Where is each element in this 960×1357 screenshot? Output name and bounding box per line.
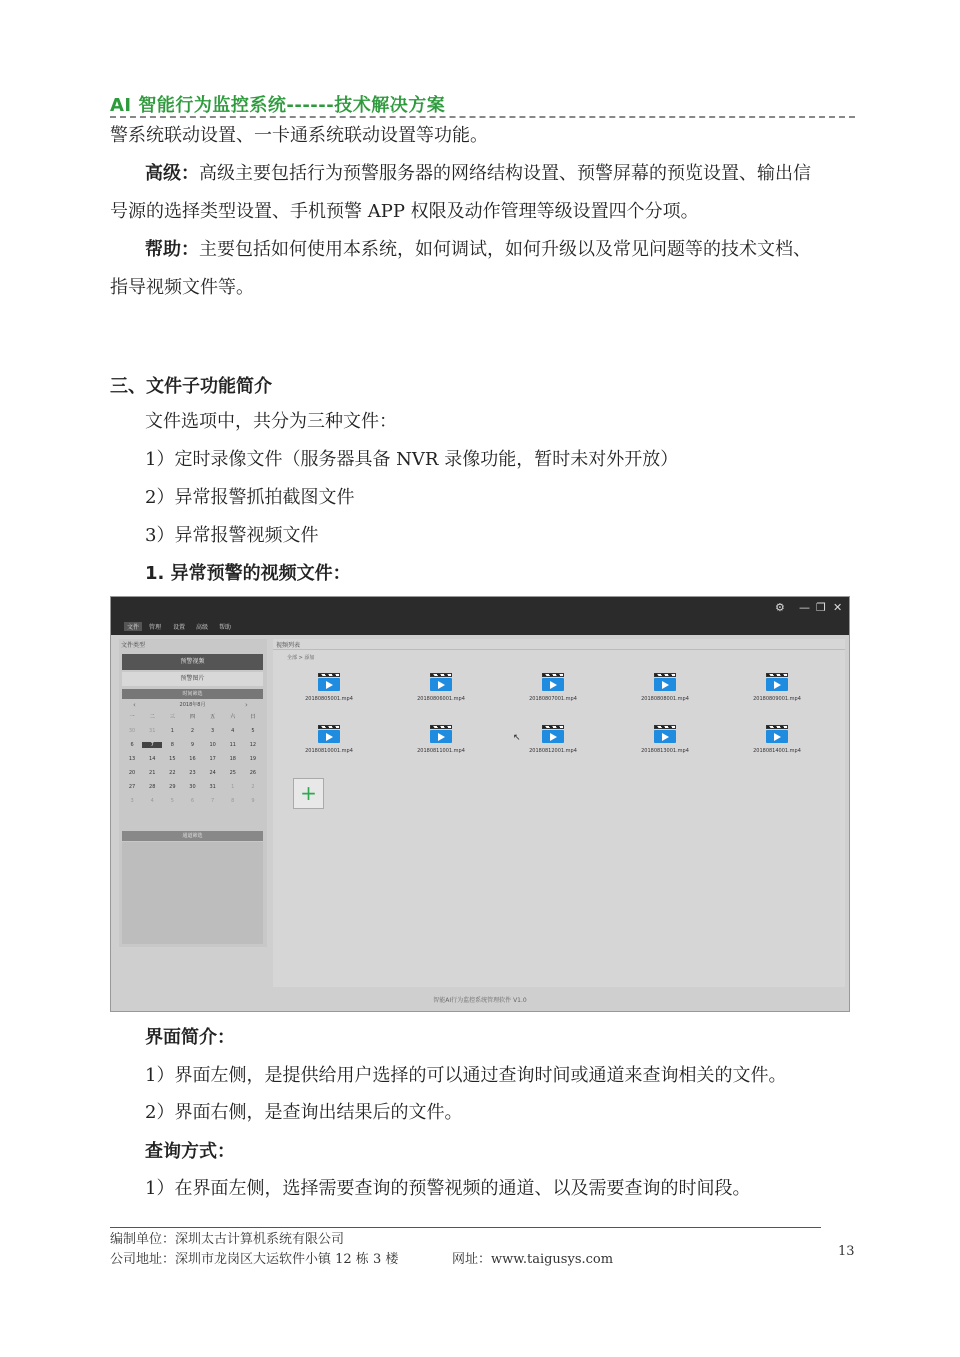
query-item-1: 1）在界面左侧，选择需要查询的预警视频的通道、以及需要查询的时间段。 [145, 1178, 751, 1199]
video-file-icon [654, 673, 676, 690]
weekday: 三 [169, 714, 175, 720]
video-file[interactable] [273, 673, 385, 715]
calendar-day[interactable]: 2 [251, 784, 255, 790]
list-item-1: 1）定时录像文件（服务器具备 NVR 录像功能，暂时未对外开放） [145, 449, 679, 470]
calendar-day[interactable]: 8 [170, 742, 174, 748]
channel-filter-header[interactable]: 通道筛选 [122, 831, 263, 841]
file-name: 20180808001.mp4 [641, 696, 689, 702]
file-type-header: 文件类型 [121, 642, 146, 649]
video-file[interactable] [385, 725, 497, 767]
calendar-day[interactable]: 14 [149, 756, 156, 762]
status-bar: 智能AI行为监控系统管理软件 V1.0 [433, 997, 527, 1004]
paragraph-advanced [145, 162, 811, 186]
weekday: 四 [189, 714, 195, 720]
video-file[interactable] [497, 725, 609, 767]
calendar-day[interactable]: 6 [130, 742, 134, 748]
calendar-day[interactable]: 30 [189, 784, 196, 790]
calendar-day[interactable]: 27 [128, 784, 136, 790]
weekday: 日 [250, 714, 256, 720]
calendar-day[interactable]: 19 [249, 756, 257, 762]
time-filter-header: 时间筛选 [122, 689, 263, 699]
paragraph-help [145, 238, 811, 262]
query-heading: 查询方式： [145, 1141, 235, 1162]
video-file-icon [318, 725, 340, 742]
file-name: 20180812001.mp4 [529, 748, 577, 754]
channel-list [122, 842, 263, 944]
ui-intro-item-1: 1）界面左侧，是提供给用户选择的可以通过查询时间或通道来查询相关的文件。 [145, 1065, 787, 1086]
calendar-day[interactable]: 22 [169, 770, 176, 776]
ui-intro-heading: 界面简介： [145, 1027, 235, 1048]
calendar-day[interactable]: 21 [149, 770, 156, 776]
calendar-day[interactable]: 12 [249, 742, 257, 748]
help-label: 帮助： [145, 239, 199, 260]
calendar-month: 2018年8月 [179, 702, 206, 708]
calendar-day[interactable]: 30 [128, 728, 136, 734]
footer-website: 网址：www.taigusys.com [452, 1252, 614, 1267]
video-file-icon [766, 673, 788, 690]
right-divider [273, 649, 845, 650]
footer-address: 公司地址：深圳市龙岗区大运软件小镇 12 栋 3 楼 [110, 1252, 399, 1267]
calendar-day[interactable]: 31 [209, 784, 216, 790]
calendar-day-selected[interactable]: 7 [142, 742, 162, 748]
menu-settings[interactable]: 设置 [173, 624, 186, 631]
calendar-day[interactable]: 28 [149, 784, 156, 790]
ui-intro-item-2: 2）界面右侧，是查询出结果后的文件。 [145, 1102, 463, 1123]
video-file-icon [542, 725, 564, 742]
file-name: 20180810001.mp4 [305, 748, 353, 754]
video-file-icon [318, 673, 340, 690]
video-file[interactable] [609, 673, 721, 715]
calendar-day[interactable]: 29 [169, 784, 176, 790]
menu-advanced[interactable]: 高级 [196, 624, 209, 631]
menu-bar [111, 621, 849, 635]
calendar-day[interactable]: 17 [209, 756, 216, 762]
breadcrumb[interactable]: 全部 > 添加 [287, 655, 315, 661]
weekday: 六 [230, 714, 236, 720]
calendar-day[interactable]: 10 [209, 742, 216, 748]
calendar-day[interactable]: 2 [190, 728, 195, 734]
calendar-day[interactable]: 8 [231, 798, 235, 804]
calendar-day[interactable]: 16 [189, 756, 196, 762]
calendar-day[interactable]: 5 [251, 728, 255, 734]
calendar-day[interactable]: 9 [251, 798, 255, 804]
calendar-day[interactable]: 7 [211, 798, 215, 804]
video-file-icon [542, 673, 564, 690]
calendar-day[interactable]: 26 [249, 770, 257, 776]
weekday: 一 [129, 714, 135, 720]
calendar-day[interactable]: 13 [128, 756, 136, 762]
video-file-icon [430, 673, 452, 690]
calendar-day[interactable]: 31 [149, 728, 156, 734]
calendar-day[interactable]: 24 [209, 770, 216, 776]
restore-icon[interactable]: ❐ [816, 601, 826, 614]
video-file[interactable] [609, 725, 721, 767]
paragraph-advanced-cont: 号源的选择类型设置、手机预警 APP 权限及动作管理等级设置四个分项。 [110, 201, 699, 222]
video-file[interactable] [721, 673, 833, 715]
video-file[interactable] [721, 725, 833, 767]
window-titlebar [111, 597, 849, 621]
add-file-button[interactable]: + [293, 778, 324, 809]
menu-file[interactable]: 文件 [124, 622, 142, 631]
calendar-day[interactable]: 4 [150, 798, 154, 804]
weekday: 五 [210, 714, 216, 720]
file-intro: 文件选项中，共分为三种文件： [145, 411, 397, 432]
footer-divider [110, 1227, 821, 1228]
video-file[interactable] [273, 725, 385, 767]
file-name: 20180806001.mp4 [417, 696, 465, 702]
calendar-day[interactable]: 25 [229, 770, 236, 776]
app-screenshot [110, 596, 850, 1012]
right-panel [273, 639, 845, 987]
file-name: 20180807001.mp4 [529, 696, 577, 702]
paragraph-continuation: 警系统联动设置、一卡通系统联动设置等功能。 [110, 125, 488, 146]
video-file-icon [654, 725, 676, 742]
subsection-heading: 1. 异常预警的视频文件： [145, 563, 351, 584]
calendar-day[interactable]: 23 [189, 770, 196, 776]
calendar-grid [122, 713, 263, 804]
calendar-day[interactable]: 3 [130, 798, 134, 804]
file-name: 20180809001.mp4 [753, 696, 801, 702]
weekday: 二 [149, 714, 155, 720]
settings-icon[interactable]: ⚙ [775, 601, 785, 614]
advanced-text: 高级主要包括行为预警服务器的网络结构设置、预警屏幕的预览设置、输出信 [199, 163, 811, 184]
minimize-icon[interactable]: — [799, 601, 810, 614]
calendar-day[interactable]: 18 [229, 756, 236, 762]
header-divider [110, 116, 855, 118]
warning-video-button[interactable]: 预警视频 [122, 654, 263, 670]
paragraph-help-cont: 指导视频文件等。 [110, 277, 254, 298]
section-heading: 三、文件子功能简介 [110, 376, 272, 397]
calendar-day[interactable]: 6 [190, 798, 195, 804]
next-month-icon[interactable]: › [245, 701, 248, 709]
calendar-day[interactable]: 15 [169, 756, 176, 762]
video-file-icon [766, 725, 788, 742]
calendar-day[interactable]: 1 [170, 728, 174, 734]
calendar-day[interactable]: 11 [229, 742, 236, 748]
file-name: 20180813001.mp4 [641, 748, 689, 754]
video-file-icon [430, 725, 452, 742]
calendar-day[interactable]: 20 [128, 770, 136, 776]
file-name: 20180814001.mp4 [753, 748, 801, 754]
video-file[interactable] [385, 673, 497, 715]
footer-unit: 编制单位：深圳太古计算机系统有限公司 [110, 1232, 345, 1247]
list-item-3: 3）异常报警视频文件 [145, 525, 319, 546]
mouse-cursor-icon: ↖ [513, 733, 521, 743]
warning-image-button[interactable]: 预警图片 [122, 672, 263, 686]
calendar-day[interactable]: 4 [231, 728, 235, 734]
menu-help[interactable]: 帮助 [219, 624, 232, 631]
advanced-label: 高级： [145, 163, 199, 184]
calendar-day[interactable]: 1 [231, 784, 235, 790]
calendar-day[interactable]: 3 [211, 728, 215, 734]
file-name: 20180805001.mp4 [305, 696, 353, 702]
help-text: 主要包括如何使用本系统，如何调试，如何升级以及常见问题等的技术文档、 [199, 239, 811, 260]
file-grid [273, 673, 845, 767]
calendar-day[interactable]: 9 [190, 742, 195, 748]
document-header-title: AI 智能行为监控系统------技术解决方案 [110, 95, 446, 116]
prev-month-icon[interactable]: ‹ [133, 701, 136, 709]
close-icon[interactable]: ✕ [833, 601, 843, 614]
left-panel [119, 639, 267, 947]
video-file[interactable] [497, 673, 609, 715]
calendar-day[interactable]: 5 [170, 798, 174, 804]
video-list-header: 视频列表 [276, 642, 301, 649]
file-name: 20180811001.mp4 [417, 748, 465, 754]
list-item-2: 2）异常报警抓拍截图文件 [145, 487, 355, 508]
page-number: 13 [838, 1244, 855, 1259]
menu-manage[interactable]: 管理 [149, 624, 162, 631]
